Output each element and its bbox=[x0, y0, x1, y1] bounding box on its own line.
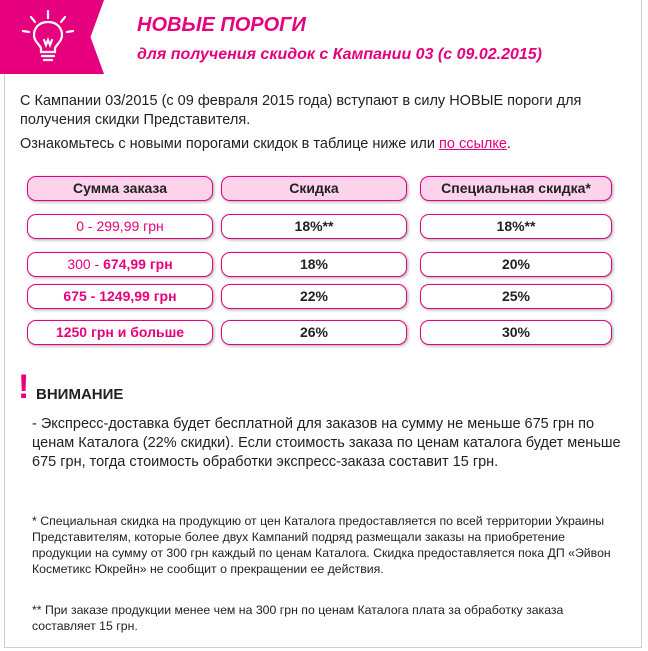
table-cell-special: 30% bbox=[420, 320, 612, 345]
attention-text: - Экспресс-доставка будет бесплатной для заказов на сумму не меньше 675 грн по ценам Каталога (22% скидки). Если стоимость заказа по ценам каталога будет меньше 675 грн, тогда стоимость обработки экспресс-заказа составит 15 грн. bbox=[32, 416, 621, 470]
table-cell-special: 25% bbox=[420, 284, 612, 309]
attention-heading: ВНИМАНИЕ bbox=[36, 386, 124, 403]
sum-end: 674,99 грн bbox=[103, 256, 173, 272]
col-header-special-discount: Специальная скидка* bbox=[420, 176, 612, 201]
table-cell-discount: 22% bbox=[221, 284, 407, 309]
intro-paragraph-link-line bbox=[20, 135, 620, 154]
intro-text: Ознакомьтесь с новыми порогами скидок в таблице ниже или bbox=[20, 136, 439, 152]
table-cell-special: 20% bbox=[420, 252, 612, 277]
intro-paragraph: С Кампании 03/2015 (с 09 февраля 2015 года) вступают в силу НОВЫЕ пороги для получения скидки Представителя. bbox=[20, 93, 582, 128]
table-cell-sum: 0 - 299,99 грн bbox=[27, 214, 213, 239]
page-subtitle: для получения скидок с Кампании 03 (с 09.02.2015) bbox=[137, 46, 542, 63]
footnote-small-order: ** При заказе продукции менее чем на 300 грн по ценам Каталога плата за обработку заказа составляет 15 грн. bbox=[32, 603, 564, 633]
details-link[interactable]: по ссылке bbox=[439, 136, 507, 152]
sum-start: 300 - bbox=[67, 256, 104, 272]
table-cell-discount: 26% bbox=[221, 320, 407, 345]
table-cell-special: 18%** bbox=[420, 214, 612, 239]
page-title: НОВЫЕ ПОРОГИ bbox=[137, 14, 306, 36]
table-cell-discount: 18%** bbox=[221, 214, 407, 239]
intro-end: . bbox=[506, 136, 511, 152]
footnote-special-discount: * Специальная скидка на продукцию от цен Каталога предоставляется по всей территории Украины Представителям, которые более двух Кампаний подряд размещали заказы на приобретение продукции на сумму от 300 грн каждый по ценам Каталога. Скидка предоставляется пока ДП «Эйвон Косметикс Юкрейн» не сообщит о прекращении ее действия. bbox=[32, 514, 611, 576]
exclamation-icon: ! bbox=[18, 368, 30, 406]
table-cell-sum: 675 - 1249,99 грн bbox=[27, 284, 213, 309]
lightbulb-icon bbox=[18, 9, 78, 65]
header-icon-box bbox=[0, 0, 104, 74]
table-cell-sum bbox=[27, 252, 213, 277]
table-cell-discount: 18% bbox=[221, 252, 407, 277]
table-cell-sum: 1250 грн и больше bbox=[27, 320, 213, 345]
col-header-discount: Скидка bbox=[221, 176, 407, 201]
col-header-order-sum: Сумма заказа bbox=[27, 176, 213, 201]
